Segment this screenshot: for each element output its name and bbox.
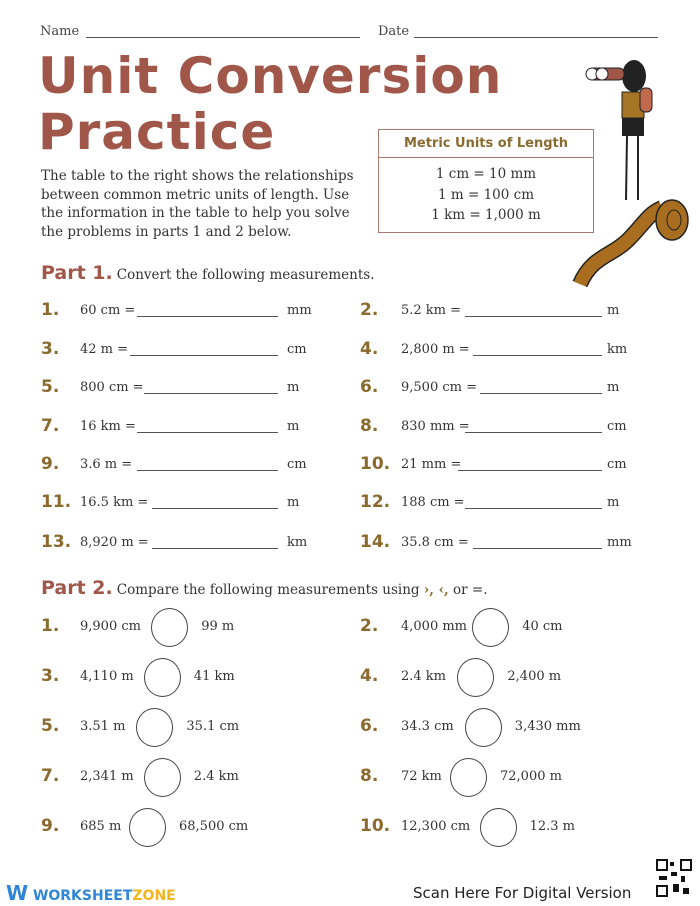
brand-zone: ZONE [132,888,176,904]
question-text: 830 mm = [401,419,470,434]
left-measurement: 9,900 cm [80,619,141,634]
question-text: 8,920 m = [80,535,149,550]
question-number: 6. [360,377,379,397]
unit-label: m [607,380,620,395]
date-field[interactable] [414,37,658,38]
unit-label: m [287,495,300,510]
part2-label: Part 2. [41,577,113,599]
comparison-circle[interactable] [151,608,188,647]
question-number: 2. [360,616,379,636]
question-number: 8. [360,416,379,436]
question-number: 7. [41,416,60,436]
part1-heading [41,262,375,284]
question-number: 4. [360,339,379,359]
unit-label: cm [607,419,627,434]
unit-label: m [607,495,620,510]
unit-label: mm [607,535,632,550]
question-number: 10. [360,816,391,836]
question-number: 3. [41,339,60,359]
question-text: 3.6 m = [80,457,133,472]
question-number: 13. [41,532,72,552]
metric-row: 1 m = 100 cm [438,186,534,203]
left-measurement: 2,341 m [80,769,134,784]
question-number: 9. [41,454,60,474]
left-measurement: 12,300 cm [401,819,471,834]
comparison-circle[interactable] [136,708,173,747]
question-text: 5.2 km = [401,303,462,318]
measuring-tape-illustration [572,196,692,292]
or-equals: or =. [453,582,488,598]
comparison-circle[interactable] [144,758,181,797]
left-measurement: 3.51 m [80,719,126,734]
question-number: 5. [41,377,60,397]
left-measurement: 34.3 cm [401,719,454,734]
name-field[interactable] [86,37,360,38]
question-number: 6. [360,716,379,736]
name-label: Name [40,24,80,39]
answer-blank[interactable] [465,432,602,433]
intro-text: The table to the right shows the relationships between common metric units of length. Use the information in the table to help you solve the problems in parts 1 and 2 below. [41,168,354,240]
title-line-1: Unit Conversion [38,47,503,105]
metric-row: 1 cm = 10 mm [435,166,537,182]
question-number: 1. [41,300,60,320]
comparison-circle[interactable] [129,808,166,847]
comparison-circle[interactable] [457,658,494,697]
date-label: Date [378,24,410,39]
answer-blank[interactable] [465,508,602,509]
question-number: 14. [360,532,391,552]
girl-with-binoculars-illustration [584,54,656,210]
worksheetzone-logo [6,881,176,905]
question-text: 16.5 km = [80,495,149,510]
unit-label: cm [287,457,307,472]
logo-mark-icon: W [6,881,29,905]
right-measurement: 68,500 cm [179,819,249,834]
qr-code-icon[interactable] [655,858,693,898]
unit-label: m [607,303,620,318]
answer-blank[interactable] [480,393,602,394]
comparison-symbols: ›, ‹, [423,582,449,598]
answer-blank[interactable] [130,355,278,356]
answer-blank[interactable] [152,548,278,549]
question-text: 42 m = [80,342,129,357]
left-measurement: 4,110 m [80,669,134,684]
answer-blank[interactable] [473,548,602,549]
question-text: 2,800 m = [401,342,470,357]
metric-units-table [378,129,594,233]
comparison-circle[interactable] [465,708,502,747]
unit-label: m [287,419,300,434]
right-measurement: 99 m [201,619,235,634]
comparison-circle[interactable] [450,758,487,797]
right-measurement: 12.3 m [529,819,575,834]
right-measurement: 3,430 mm [514,719,581,734]
part2-heading [41,577,488,599]
right-measurement: 41 km [193,669,235,684]
part2-instruction: Compare the following measurements using [116,582,420,598]
answer-blank[interactable] [137,316,278,317]
right-measurement: 40 cm [522,619,563,634]
question-text: 9,500 cm = [401,380,477,395]
unit-label: cm [607,457,627,472]
unit-label: cm [287,342,307,357]
unit-label: mm [287,303,312,318]
right-measurement: 2,400 m [507,669,562,684]
left-measurement: 685 m [80,819,122,834]
question-number: 7. [41,766,60,786]
question-text: 800 cm = [80,380,144,395]
question-number: 11. [41,492,72,512]
question-text: 188 cm = [401,495,465,510]
answer-blank[interactable] [137,432,278,433]
question-number: 12. [360,492,391,512]
question-text: 21 mm = [401,457,462,472]
brand-worksheet: WORKSHEET [32,888,133,904]
comparison-circle[interactable] [472,608,509,647]
answer-blank[interactable] [144,393,278,394]
question-text: 60 cm = [80,303,136,318]
question-number: 9. [41,816,60,836]
part1-label: Part 1. [41,262,113,284]
metric-table-title: Metric Units of Length [379,130,593,158]
scan-text: Scan Here For Digital Version [413,884,632,902]
answer-blank[interactable] [137,470,278,471]
question-text: 16 km = [80,419,136,434]
comparison-circle[interactable] [144,658,181,697]
answer-blank[interactable] [473,355,602,356]
question-number: 3. [41,666,60,686]
right-measurement: 72,000 m [500,769,562,784]
question-number: 5. [41,716,60,736]
answer-blank[interactable] [152,508,278,509]
left-measurement: 4,000 mm [401,619,468,634]
question-number: 1. [41,616,60,636]
comparison-circle[interactable] [480,808,517,847]
answer-blank[interactable] [465,316,602,317]
metric-row: 1 km = 1,000 m [431,207,541,223]
question-number: 10. [360,454,391,474]
question-number: 2. [360,300,379,320]
left-measurement: 72 km [401,769,442,784]
question-number: 4. [360,666,379,686]
left-measurement: 2.4 km [401,669,447,684]
unit-label: km [287,535,308,550]
answer-blank[interactable] [458,470,602,471]
question-number: 8. [360,766,379,786]
question-text: 35.8 cm = [401,535,469,550]
unit-label: m [287,380,300,395]
unit-label: km [607,342,628,357]
title-line-2: Practice [38,103,276,161]
part1-instruction: Convert the following measurements. [116,267,375,283]
right-measurement: 35.1 cm [186,719,240,734]
right-measurement: 2.4 km [193,769,239,784]
